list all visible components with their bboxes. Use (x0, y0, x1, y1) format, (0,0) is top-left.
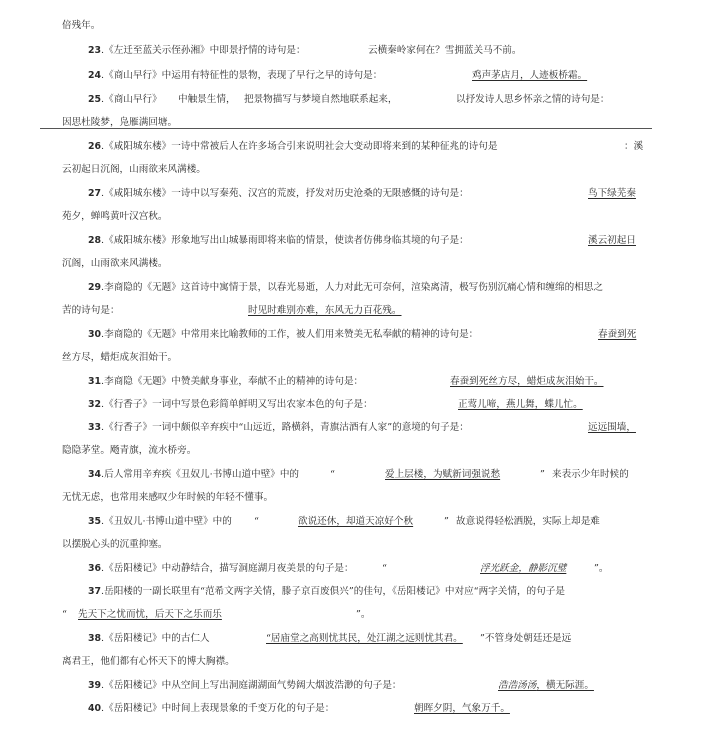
answer-text: 正莺儿啼，燕儿舞，蝶儿忙。 (458, 399, 583, 410)
question-text: .《商山早行》 (101, 94, 162, 105)
question-number: 29 (88, 282, 102, 293)
question-number: 39 (88, 680, 102, 691)
question-number: 26 (88, 141, 102, 152)
quote-mark: ”。 (594, 563, 609, 574)
question-text: .《丑奴儿·书博山道中壁》中的 (101, 516, 232, 527)
answer-text-rest: ，横无际涯。 (536, 680, 594, 691)
answer-text: 浮光跃金，静影沉璧 (480, 563, 567, 574)
text-line: 倍残年。 (62, 20, 101, 31)
quote-mark: ” (444, 516, 449, 527)
question-text: 来表示少年时候的 (552, 469, 629, 480)
question-text: .《行香子》一词中颇似辛弃疾中“山远近，路横斜，青旗沽酒有人家”的意境的句子是： (101, 422, 469, 433)
quote-mark: “ (254, 516, 259, 527)
question-number: 37 (88, 586, 102, 597)
question-number: 33 (88, 422, 102, 433)
question-text: ”不管身处朝廷还是远 (480, 633, 572, 644)
question-number: 30 (88, 329, 102, 340)
question-text: .李商隐的《无题》中常用来比喻教师的工作，被人们用来赞美无私奉献的精神的诗句是： (101, 329, 479, 340)
answer-text: 春蚕到死 (598, 329, 637, 340)
question-number: 36 (88, 563, 102, 574)
answer-text: 云初起日沉阁，山雨欲来风满楼。 (62, 164, 206, 175)
answer-text: 时见时难别亦难，东风无力百花残。 (248, 305, 402, 316)
question-text: .《咸阳城东楼》一诗中常被后人在许多场合引来说明社会大变动即将来到的某种征兆的诗句是 (101, 141, 498, 152)
answer-text: 苑夕，蝉鸣黄叶汉宫秋。 (62, 211, 168, 222)
question-number: 31 (88, 376, 102, 387)
answer-text: 远远围墙， (588, 422, 636, 433)
question-number: 35 (88, 516, 102, 527)
question-text: 以摆脱心头的沉重抑塞。 (62, 539, 168, 550)
question-text: .后人常用辛弃疾《丑奴儿·书博山道中壁》中的 (101, 469, 300, 480)
answer-text: 鸡声茅店月，人迹板桥霜。 (472, 70, 588, 81)
question-number: 25 (88, 94, 102, 105)
question-number: 34 (88, 469, 102, 480)
answer-text: ：溪 (624, 141, 644, 152)
answer-text: 因思杜陵梦，凫雁满回塘。 (62, 117, 178, 128)
answer-text: 隐隐茅堂。飏青旗，流水桥旁。 (62, 445, 197, 456)
quote-mark: ”。 (356, 609, 371, 620)
answer-text: “居庙堂之高则忧其民，处江湖之远则忧其君。 (266, 633, 463, 644)
question-text: 无忧无虑，也常用来感叹少年时候的年轻不懂事。 (62, 492, 274, 503)
question-text: 以抒发诗人思乡怀亲之情的诗句是： (456, 94, 610, 105)
question-text: .《岳阳楼记》中时间上表现景象的千变万化的句子是： (101, 703, 335, 714)
question-number: 24 (88, 70, 102, 81)
answer-text: 朝晖夕阴，气象万千。 (414, 703, 510, 714)
question-text: 把景物描写与梦境自然地联系起来， (244, 94, 398, 105)
question-text: 离君王，他们都有心怀天下的博大胸襟。 (62, 656, 235, 667)
answer-text: 云横秦岭家何在？雪拥蓝关马不前。 (368, 45, 522, 56)
question-text: .李商隐《无题》中赞美献身事业，奉献不止的精神的诗句是： (101, 376, 364, 387)
answer-text-italic: 浩浩汤汤 (498, 680, 537, 691)
quote-mark: ” (540, 469, 545, 480)
divider-line (40, 128, 652, 129)
question-text: .李商隐的《无题》这首诗中寓情于景，以春光易逝，人力对此无可奈何，渲染离清，极写伤别沉痛心情和缠绵的相思之 (101, 282, 603, 293)
quote-mark: “ (330, 469, 335, 480)
question-text: .《岳阳楼记》中动静结合，描写洞庭湖月夜美景的句子是： (101, 563, 354, 574)
question-number: 27 (88, 188, 102, 199)
question-text: .《岳阳楼记》中从空间上写出洞庭湖湖面气势阔大烟波浩渺的句子是： (101, 680, 402, 691)
question-text: .《岳阳楼记》中的古仁人 (101, 633, 210, 644)
answer-text: 沉阁，山雨欲来风满楼。 (62, 258, 168, 269)
question-number: 38 (88, 633, 102, 644)
answer-text: 溪云初起日 (588, 235, 636, 246)
question-number: 32 (88, 399, 102, 410)
question-text: .岳阳楼的一副长联里有“范希文两字关情，滕子京百废俱兴”的佳句，《岳阳楼记》中对应“两字关情，的句子是 (101, 586, 565, 597)
question-text: 故意说得轻松洒脱，实际上却是难 (456, 516, 600, 527)
question-text: .《咸阳城东楼》一诗中以写秦苑、汉宫的荒废，抒发对历史沧桑的无限感慨的诗句是： (101, 188, 469, 199)
question-text: 苦的诗句是： (62, 305, 120, 316)
quote-mark: “ (382, 563, 387, 574)
question-text: .《咸阳城东楼》形象地写出山城暴雨即将来临的情景，使读者仿佛身临其境的句子是： (101, 235, 469, 246)
answer-text (498, 679, 594, 693)
answer-text: 先天下之忧而忧，后天下之乐而乐 (78, 609, 222, 620)
question-text: .《左迁至蓝关示侄孙湘》中即景抒情的诗句是： (101, 45, 306, 56)
question-number: 40 (88, 703, 102, 714)
answer-text: 鸟下绿芜秦 (588, 188, 636, 199)
question-text: .《行香子》一词中写景色彩简单鲜明又写出农家本色的句子是： (101, 399, 373, 410)
quote-mark: “ (62, 609, 67, 620)
question-text: .《商山早行》中运用有特征性的景物，表现了早行之早的诗句是： (101, 70, 383, 81)
answer-text: 春蚕到死丝方尽，蜡炬成灰泪始干。 (450, 376, 604, 387)
question-text: 中触景生情， (178, 94, 236, 105)
answer-text: 爱上层楼，为赋新词强说愁 (385, 469, 501, 480)
question-number: 23 (88, 45, 102, 56)
question-number: 28 (88, 235, 102, 246)
answer-text: 丝方尽，蜡炬成灰泪始干。 (62, 352, 178, 363)
answer-text: 欲说还休，却道天凉好个秋 (298, 516, 414, 527)
